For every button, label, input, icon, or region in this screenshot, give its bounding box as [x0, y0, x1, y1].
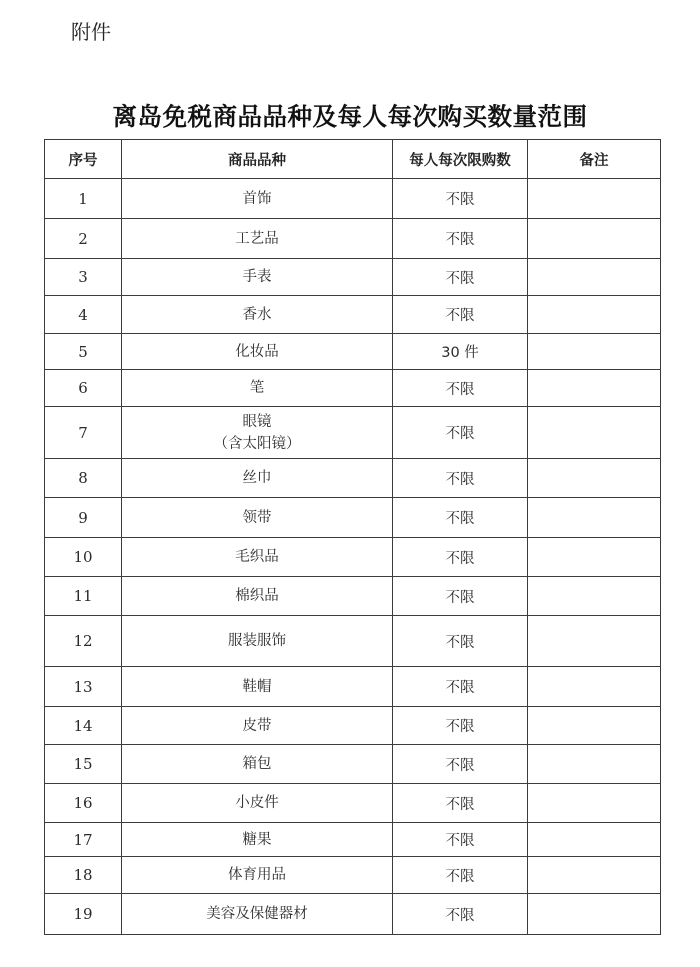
product-category-name: 眼镜: [242, 413, 272, 430]
table-row: [45, 296, 661, 334]
table-header-row: [45, 140, 661, 179]
purchase-limit-cell: 不限: [393, 784, 528, 823]
document-title: 离岛免税商品品种及每人每次购买数量范围: [112, 102, 588, 131]
product-category-name: 皮带: [242, 717, 272, 734]
serial-number-cell: 17: [45, 823, 122, 857]
remarks-cell: [528, 823, 661, 857]
table-row: [45, 857, 661, 894]
remarks-cell: [528, 459, 661, 498]
table-row: [45, 459, 661, 498]
product-category-name: 糖果: [242, 831, 272, 848]
product-category-name: 工艺品: [235, 230, 279, 247]
serial-number-cell: 13: [45, 667, 122, 707]
product-category-name: 小皮件: [235, 795, 279, 811]
product-category-cell: [122, 259, 393, 296]
product-category-name: 笔: [249, 380, 265, 396]
serial-number-cell: 8: [45, 459, 122, 498]
product-category-cell: [122, 370, 393, 407]
duty-free-limits-table: [44, 139, 661, 935]
table-row: [45, 259, 661, 296]
remarks-cell: [528, 745, 661, 784]
table-row: [45, 823, 661, 857]
serial-number-cell: 1: [45, 179, 122, 219]
product-category-cell: [122, 407, 393, 459]
table-row: [45, 667, 661, 707]
product-category-name: 领带: [242, 509, 272, 526]
serial-number-cell: 4: [45, 296, 122, 334]
table-row: [45, 577, 661, 616]
table-row: [45, 179, 661, 219]
remarks-cell: [528, 538, 661, 577]
serial-number-cell: 3: [45, 259, 122, 296]
table-row: [45, 498, 661, 538]
remarks-cell: [528, 259, 661, 296]
serial-number-cell: 11: [45, 577, 122, 616]
purchase-limit-cell: 不限: [393, 459, 528, 498]
serial-number-cell: 18: [45, 857, 122, 894]
product-category-cell: [122, 219, 393, 259]
table-row: [45, 616, 661, 667]
product-category-name: 首饰: [242, 190, 272, 207]
table-row: [45, 219, 661, 259]
table-row: [45, 334, 661, 370]
table-body: [45, 179, 661, 935]
remarks-cell: [528, 667, 661, 707]
product-category-cell: [122, 498, 393, 538]
remarks-cell: [528, 296, 661, 334]
product-category-cell: [122, 857, 393, 894]
product-category-name: 体育用品: [228, 867, 286, 883]
purchase-limit-cell: 不限: [393, 219, 528, 259]
table-row: [45, 745, 661, 784]
serial-number-cell: 10: [45, 538, 122, 577]
product-category-cell: [122, 667, 393, 707]
remarks-cell: [528, 784, 661, 823]
product-category-name: 毛织品: [235, 549, 279, 565]
purchase-limit-cell: 不限: [393, 745, 528, 784]
remarks-cell: [528, 707, 661, 745]
product-category-cell: [122, 538, 393, 577]
product-category-name: 箱包: [242, 756, 272, 772]
remarks-cell: [528, 370, 661, 407]
purchase-limit-cell: 不限: [393, 857, 528, 894]
purchase-limit-cell: 不限: [393, 823, 528, 857]
product-category-cell: [122, 823, 393, 857]
table-row: [45, 407, 661, 459]
product-category-cell: [122, 616, 393, 667]
table-row: [45, 784, 661, 823]
product-category-cell: [122, 707, 393, 745]
product-category-name: 美容及保健器材: [206, 906, 308, 922]
product-category-name: 手表: [242, 269, 272, 285]
purchase-limit-cell: 不限: [393, 894, 528, 935]
purchase-limit-cell: 不限: [393, 407, 528, 459]
purchase-limit-cell: 不限: [393, 296, 528, 334]
serial-number-cell: 2: [45, 219, 122, 259]
purchase-limit-cell: 30 件: [393, 334, 528, 370]
header-product-category: 商品品种: [122, 140, 393, 179]
purchase-limit-cell: 不限: [393, 259, 528, 296]
purchase-limit-cell: 不限: [393, 370, 528, 407]
serial-number-cell: 16: [45, 784, 122, 823]
purchase-limit-cell: 不限: [393, 577, 528, 616]
product-category-name: 鞋帽: [242, 678, 272, 695]
remarks-cell: [528, 857, 661, 894]
remarks-cell: [528, 407, 661, 459]
table-row: [45, 894, 661, 935]
purchase-limit-cell: 不限: [393, 616, 528, 667]
remarks-cell: [528, 894, 661, 935]
product-category-cell: [122, 784, 393, 823]
product-category-cell: [122, 296, 393, 334]
serial-number-cell: 5: [45, 334, 122, 370]
header-purchase-limit: 每人每次限购数: [393, 140, 528, 179]
serial-number-cell: 15: [45, 745, 122, 784]
remarks-cell: [528, 179, 661, 219]
product-category-name: 化妆品: [235, 343, 279, 360]
remarks-cell: [528, 334, 661, 370]
remarks-cell: [528, 219, 661, 259]
product-category-cell: [122, 179, 393, 219]
product-category-cell: [122, 894, 393, 935]
serial-number-cell: 12: [45, 616, 122, 667]
remarks-cell: [528, 577, 661, 616]
purchase-limit-cell: 不限: [393, 498, 528, 538]
attachment-label: 附件: [71, 20, 111, 44]
table-row: [45, 538, 661, 577]
header-remarks: 备注: [528, 140, 661, 179]
serial-number-cell: 7: [45, 407, 122, 459]
product-category-name: 棉织品: [235, 588, 279, 604]
product-category-cell: [122, 459, 393, 498]
product-category-name: 丝巾: [242, 470, 272, 486]
remarks-cell: [528, 498, 661, 538]
purchase-limit-cell: 不限: [393, 707, 528, 745]
product-category-note: （含太阳镜）: [213, 435, 301, 452]
purchase-limit-cell: 不限: [393, 667, 528, 707]
serial-number-cell: 6: [45, 370, 122, 407]
header-serial-number: 序号: [45, 140, 122, 179]
product-category-cell: [122, 577, 393, 616]
product-category-name: 香水: [242, 306, 272, 323]
product-category-cell: [122, 334, 393, 370]
serial-number-cell: 19: [45, 894, 122, 935]
purchase-limit-cell: 不限: [393, 179, 528, 219]
remarks-cell: [528, 616, 661, 667]
product-category-name: 服装服饰: [228, 633, 286, 649]
table-row: [45, 370, 661, 407]
serial-number-cell: 14: [45, 707, 122, 745]
product-category-cell: [122, 745, 393, 784]
serial-number-cell: 9: [45, 498, 122, 538]
table-row: [45, 707, 661, 745]
purchase-limit-cell: 不限: [393, 538, 528, 577]
